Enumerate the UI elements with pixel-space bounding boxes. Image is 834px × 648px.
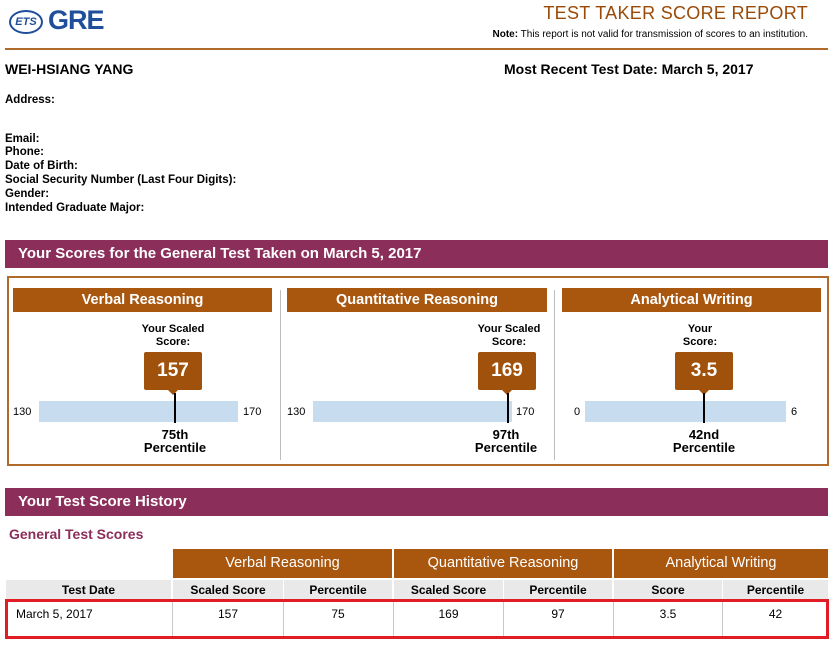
ets-logo: ETS	[9, 10, 43, 34]
major-label: Intended Graduate Major:	[5, 202, 145, 214]
col-verbal-percentile: Percentile	[284, 580, 392, 600]
scores-section-title: Your Scores for the General Test Taken on March 5, 2017	[5, 240, 828, 268]
verbal-panel-title: Verbal Reasoning	[13, 288, 272, 312]
verbal-percentile	[125, 428, 225, 454]
col-verbal-scaled: Scaled Score	[173, 580, 283, 600]
scale-min: 130	[13, 406, 32, 418]
ssn-label: Social Security Number (Last Four Digits):	[5, 174, 237, 186]
writing-scale-bar	[585, 401, 786, 422]
header-divider	[5, 48, 828, 50]
report-title: TEST TAKER SCORE REPORT	[543, 3, 808, 23]
general-test-scores-title: General Test Scores	[9, 526, 144, 542]
report-note	[492, 29, 808, 40]
percentile-label: Percentile	[143, 440, 207, 455]
note-text: This report is not valid for transmission of scores to an institution.	[520, 29, 808, 40]
percentile-ordinal: 42nd	[688, 427, 720, 442]
col-quant-scaled: Scaled Score	[394, 580, 503, 600]
quant-scale-bar	[313, 401, 512, 422]
score-label-line: Score:	[491, 336, 527, 348]
quant-panel-title: Quantitative Reasoning	[287, 288, 547, 312]
scale-max: 6	[791, 406, 798, 418]
verbal-scale-bar	[39, 401, 238, 422]
dob-label: Date of Birth:	[5, 160, 78, 172]
score-label-line: Your	[687, 323, 713, 335]
panel-divider	[280, 290, 281, 460]
score-marker	[703, 393, 705, 423]
score-pointer	[168, 390, 178, 395]
gender-label: Gender:	[5, 188, 50, 200]
scale-max: 170	[516, 406, 535, 418]
col-test-date: Test Date	[6, 580, 171, 600]
quant-score: 169	[478, 352, 536, 390]
writing-score: 3.5	[675, 352, 733, 390]
score-label	[113, 323, 233, 349]
cell-verbal-scaled: 157	[217, 607, 239, 621]
cell-writing-percentile: 42	[768, 607, 783, 621]
candidate-name: WEI-HSIANG YANG	[5, 61, 134, 77]
note-label: Note:	[492, 29, 519, 40]
score-label	[640, 323, 760, 349]
row-highlight	[5, 599, 829, 639]
gre-logo: GRE	[48, 5, 104, 35]
col-writing-score: Score	[614, 580, 722, 600]
group-writing: Analytical Writing	[614, 549, 828, 578]
address-label: Address:	[5, 94, 55, 106]
cell-writing-score: 3.5	[659, 607, 677, 621]
score-label-line: Score:	[682, 336, 718, 348]
cell-verbal-percentile: 75	[331, 607, 345, 621]
scale-max: 170	[243, 406, 262, 418]
score-label-line: Your Scaled	[141, 323, 205, 335]
group-quant: Quantitative Reasoning	[394, 549, 612, 578]
cell-quant-percentile: 97	[551, 607, 565, 621]
col-writing-percentile: Percentile	[723, 580, 828, 600]
percentile-label: Percentile	[474, 440, 538, 455]
cell-quant-scaled: 169	[438, 607, 459, 621]
quant-percentile	[456, 428, 556, 454]
score-marker	[507, 393, 509, 423]
scale-min: 0	[574, 406, 581, 418]
email-label: Email:	[5, 133, 40, 145]
percentile-label: Percentile	[672, 440, 736, 455]
percentile-ordinal: 75th	[161, 427, 189, 442]
writing-panel-title: Analytical Writing	[562, 288, 821, 312]
col-quant-percentile: Percentile	[504, 580, 612, 600]
recent-test-date: Most Recent Test Date: March 5, 2017	[504, 61, 754, 77]
writing-percentile	[654, 428, 754, 454]
group-verbal: Verbal Reasoning	[173, 549, 392, 578]
phone-label: Phone:	[5, 146, 44, 158]
scale-min: 130	[287, 406, 306, 418]
score-marker	[174, 393, 176, 423]
cell-test-date: March 5, 2017	[16, 607, 93, 621]
verbal-score: 157	[144, 352, 202, 390]
percentile-ordinal: 97th	[492, 427, 520, 442]
score-label-line: Score:	[155, 336, 191, 348]
score-label-line: Your Scaled	[477, 323, 541, 335]
score-label	[449, 323, 569, 349]
history-section-title: Your Test Score History	[5, 488, 828, 516]
